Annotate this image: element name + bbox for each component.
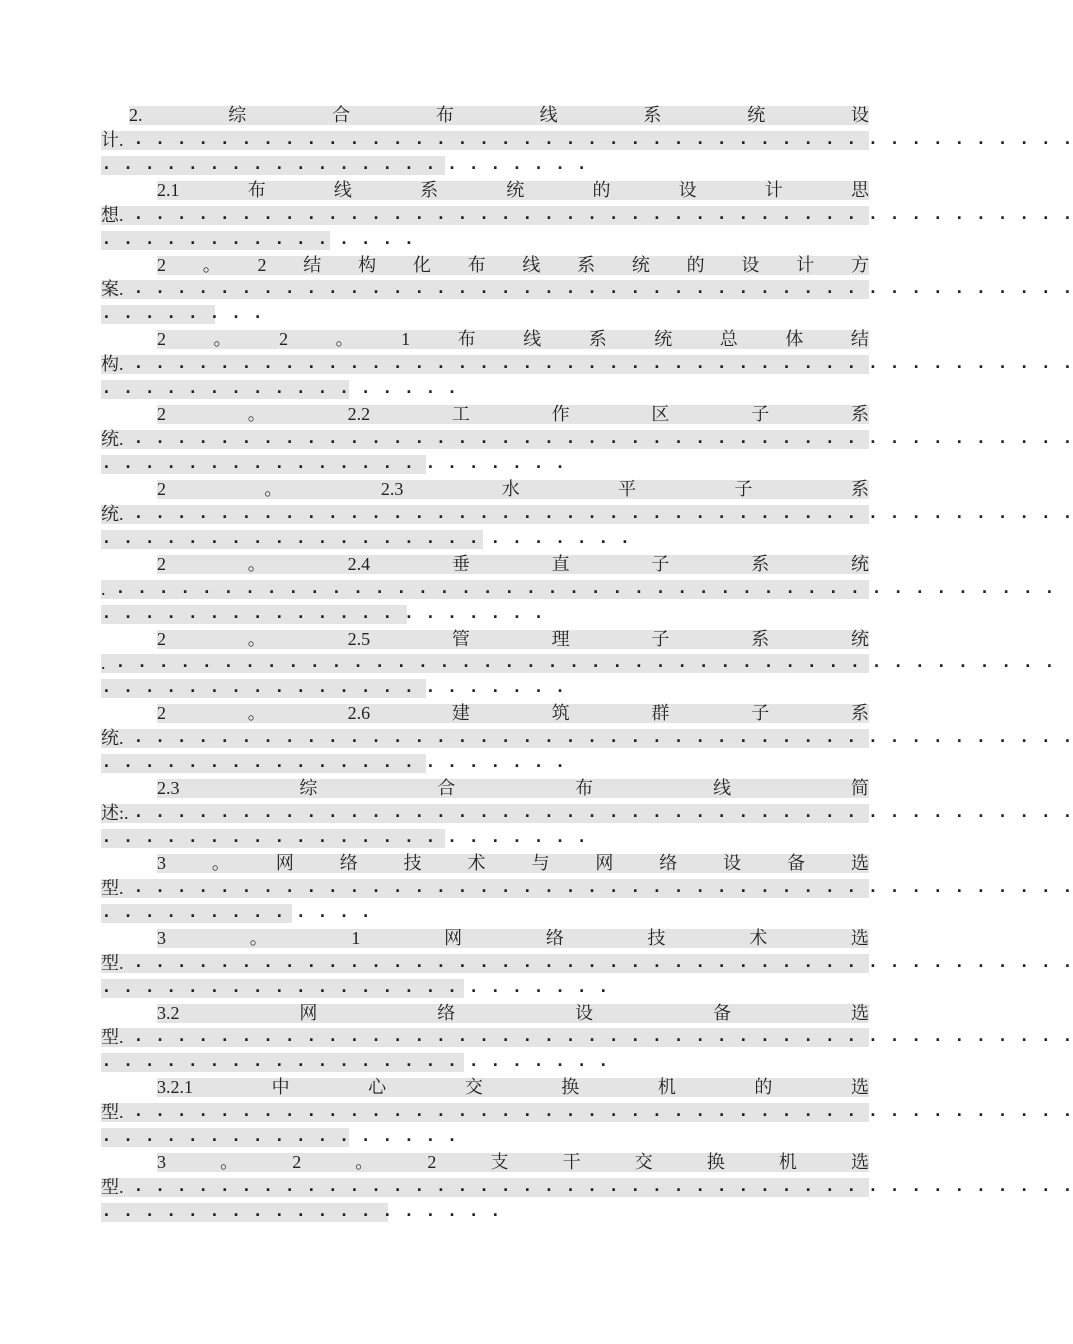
- toc-entry-leader-tail: [101, 901, 869, 926]
- toc-title-token: 2.3: [157, 778, 180, 799]
- toc-entry[interactable]: [101, 851, 1073, 926]
- dot-leader: . . . . . . . . . . . . . . . . . . . . . . . . . . . . . . . . . . . . . . . . . . . .: [133, 129, 1073, 150]
- toc-entry-leader-line: [101, 203, 1073, 228]
- toc-entry-title-line: [101, 701, 869, 726]
- toc-title-token: 。: [247, 703, 266, 724]
- toc-title-token: 2.4: [347, 553, 371, 574]
- dot-leader: . . . . . . . . . . . . . . . . . . . . . . . . . . . . . . . . . . . . . . . . . . . .: [133, 204, 1073, 225]
- toc-title-token: 备: [787, 852, 806, 873]
- toc-entry-leader-line: [101, 951, 1073, 976]
- toc-title-end: .: [101, 578, 106, 599]
- toc-title-token: 线: [333, 179, 352, 200]
- toc-title-token: 络: [339, 852, 358, 873]
- toc-entry-leader-tail: [101, 527, 869, 552]
- toc-title-token: 工: [451, 404, 470, 425]
- toc-title-token: 备: [713, 1002, 732, 1023]
- toc-title-end: 型.: [101, 1027, 124, 1048]
- toc-entry-title-line: [101, 1001, 869, 1026]
- toc-title-token: 术: [467, 852, 486, 873]
- dot-leader: . . . . . . . . . . . . . . . . . . . . . .: [101, 753, 566, 774]
- dot-leader: . . . . . . . . . . . . .: [101, 902, 372, 923]
- dot-leader: . . . . . . . . . . . . . . . . . . . . . . . . . . . . . . . . . . . . . . . . . . . .: [133, 429, 1073, 450]
- toc-title-token: 术: [749, 927, 768, 948]
- toc-entry[interactable]: [101, 1150, 1073, 1225]
- toc-title-end: 型.: [101, 1102, 124, 1123]
- toc-title-end: 计.: [101, 129, 124, 150]
- toc-title-token: 统: [506, 179, 525, 200]
- toc-title-token: 设: [741, 254, 760, 275]
- toc-entry-leader-line: [101, 651, 1055, 676]
- toc-title-token: 构: [358, 254, 377, 275]
- toc-entry-leader-tail: [101, 1125, 869, 1150]
- toc-title-token: 线: [713, 778, 732, 799]
- dot-leader: . . . . . . . . . . . . . . . . . . . . . . .: [101, 154, 588, 175]
- toc-title-token: 交: [634, 1152, 653, 1173]
- toc-entry[interactable]: [101, 1075, 1073, 1150]
- toc-title-token: 计: [796, 254, 815, 275]
- toc-title-token: 布: [457, 329, 476, 350]
- toc-title-end: 构.: [101, 354, 124, 375]
- toc-title-end: 想.: [101, 204, 124, 225]
- toc-title-token: 络: [659, 852, 678, 873]
- toc-entry[interactable]: [101, 552, 1055, 627]
- toc-title-end: .: [101, 653, 106, 674]
- toc-title-token: 2.: [129, 105, 143, 125]
- toc-title-token: 2: [157, 404, 166, 425]
- toc-title-token: 1: [351, 927, 361, 948]
- toc-title-token: 垂: [451, 553, 470, 574]
- toc-entry-leader-tail: [101, 751, 869, 776]
- toc-title-token: 统: [747, 105, 766, 125]
- dot-leader: . . . . . . . . . . . . . . . . . . . . . . . . . . . . . . . . . . . . . . . . . . . .: [115, 653, 1055, 674]
- toc-title-end: 统.: [101, 503, 124, 524]
- toc-title-token: 布: [467, 254, 486, 275]
- toc-title-token: 群: [651, 703, 670, 724]
- toc-title-token: 子: [751, 703, 770, 724]
- dot-leader: . . . . . . . . . . . . . . . . . . . . . . . . . . . . . . . . . . . . . . . . . . . .: [133, 354, 1073, 375]
- toc-title-token: 选: [850, 1152, 869, 1173]
- toc-title-token: 3: [157, 927, 166, 948]
- toc-title-token: 2: [157, 703, 166, 724]
- toc-entry-leader-line: [101, 277, 1073, 302]
- toc-title-token: 络: [545, 927, 564, 948]
- dot-leader: . . . . . . . .: [101, 304, 264, 325]
- toc-entry[interactable]: [101, 327, 1073, 402]
- toc-title-token: 机: [778, 1152, 797, 1173]
- toc-title-token: 选: [850, 1002, 869, 1023]
- toc-entry-title-line: [101, 327, 869, 352]
- toc-title-token: 2: [157, 254, 166, 275]
- toc-title-token: 计: [764, 179, 783, 200]
- toc-title-token: 子: [651, 553, 670, 574]
- toc-entry-leader-tail: [101, 1050, 869, 1075]
- toc-title-token: 2.1: [157, 179, 180, 200]
- toc-title-token: 子: [751, 404, 770, 425]
- toc-entry[interactable]: [101, 178, 1073, 253]
- toc-title-token: 。: [247, 404, 266, 425]
- toc-title-token: 3.2.1: [157, 1077, 193, 1098]
- toc-title-token: 。: [202, 254, 221, 275]
- toc-title-end: 型.: [101, 877, 124, 898]
- toc-title-token: 布: [575, 778, 594, 799]
- toc-title-token: 选: [850, 1077, 869, 1098]
- toc-entry-leader-tail: [101, 452, 869, 477]
- toc-title-token: 布: [247, 179, 266, 200]
- dot-leader: . . . . . . . . . . . . . . . . . . . . . . . . . . . . . . . . . . . . . . . . . . . .: [115, 578, 1055, 599]
- toc-title-token: 2.5: [347, 628, 371, 649]
- dot-leader: . . . . . . . . . . . . . . . . .: [101, 1127, 458, 1148]
- toc-entry[interactable]: [101, 477, 1073, 552]
- toc-title-token: 设: [723, 852, 742, 873]
- toc-title-token: 简: [850, 778, 869, 799]
- toc-title-token: 统: [850, 628, 869, 649]
- dot-leader: . . . . . . . . . . . . . . . . . . . . . . . . . . . . . . . . . . . . . . . . . . . .: [133, 1027, 1073, 1048]
- toc-title-token: 的: [592, 179, 611, 200]
- toc-title-token: 2.2: [347, 404, 371, 425]
- toc-title-token: 体: [785, 329, 804, 350]
- toc-entry-title-line: [101, 1075, 869, 1100]
- dot-leader: . . . . . . . . . . . . . . . . . . .: [101, 1201, 501, 1222]
- toc-title-token: 支: [490, 1152, 509, 1173]
- toc-title-token: 结: [303, 254, 322, 275]
- toc-entry[interactable]: [101, 776, 1073, 851]
- toc-title-token: 2: [292, 1152, 302, 1173]
- toc-title-token: 。: [335, 329, 354, 350]
- toc-title-token: 线: [539, 105, 558, 125]
- toc-title-token: 2: [157, 478, 166, 499]
- toc-title-token: 区: [651, 404, 670, 425]
- toc-title-token: 统: [631, 254, 650, 275]
- toc-entry-leader-tail: [101, 377, 869, 402]
- toc-title-token: 布: [435, 105, 454, 125]
- toc-title-token: 2: [279, 329, 289, 350]
- toc-title-token: 化: [412, 254, 431, 275]
- toc-entry-title-line: [101, 552, 869, 577]
- dot-leader: . . . . . . . . . . . . . . . . . . . . . . . . . . . . . . . . . . . . . . . . . . . .: [133, 1177, 1073, 1198]
- toc-title-token: 系: [751, 628, 770, 649]
- toc-title-token: 系: [751, 553, 770, 574]
- toc-title-end: 型.: [101, 952, 124, 973]
- toc-title-token: 线: [523, 329, 542, 350]
- toc-title-token: 设: [575, 1002, 594, 1023]
- toc-title-token: 中: [271, 1077, 290, 1098]
- toc-title-token: 设: [850, 105, 869, 125]
- toc-title-token: 络: [437, 1002, 456, 1023]
- toc-entry-leader-tail: [101, 676, 869, 701]
- toc-title-token: 3: [157, 852, 166, 873]
- toc-title-token: 。: [264, 478, 283, 499]
- dot-leader: . . . . . . . . . . . . . . .: [101, 229, 415, 250]
- toc-title-token: 结: [850, 329, 869, 350]
- toc-title-token: 统: [654, 329, 673, 350]
- toc-entry-leader-line: [101, 876, 1073, 901]
- toc-title-token: 系: [420, 179, 439, 200]
- toc-title-token: 线: [522, 254, 541, 275]
- toc-title-end: 型.: [101, 1177, 124, 1198]
- toc-title-token: 选: [850, 852, 869, 873]
- toc-title-token: 3: [157, 1152, 166, 1173]
- toc-title-token: 干: [562, 1152, 581, 1173]
- toc-title-token: 的: [754, 1077, 773, 1098]
- toc-title-token: 系: [850, 478, 869, 499]
- table-of-contents: [101, 103, 1073, 1225]
- toc-title-token: 网: [444, 927, 463, 948]
- toc-title-token: 系: [588, 329, 607, 350]
- toc-entry[interactable]: [101, 627, 1055, 702]
- toc-entry-leader-tail: [101, 976, 869, 1001]
- toc-title-token: 网: [299, 1002, 318, 1023]
- toc-title-token: 系: [643, 105, 662, 125]
- toc-title-token: 与: [531, 852, 550, 873]
- toc-entry-leader-tail: [101, 826, 869, 851]
- toc-entry-title-line: [101, 627, 869, 652]
- toc-entry-title-line: [101, 926, 869, 951]
- toc-title-token: 系: [850, 404, 869, 425]
- toc-title-token: 。: [247, 628, 266, 649]
- toc-title-token: 理: [551, 628, 570, 649]
- dot-leader: . . . . . . . . . . . . . . . . . . . . .: [101, 603, 544, 624]
- toc-entry[interactable]: [101, 926, 1073, 1001]
- toc-title-token: 建: [451, 703, 470, 724]
- toc-title-token: 统: [850, 553, 869, 574]
- toc-title-token: 2: [157, 329, 166, 350]
- toc-entry-title-line: [101, 402, 869, 427]
- dot-leader: . . . . . . . . . . . . . . . . . . . . . . . . . . . . . . . . . . . . . . . . . . . .: [133, 877, 1073, 898]
- toc-entry-leader-line: [101, 1175, 1073, 1200]
- toc-entry-title-line: [101, 477, 869, 502]
- toc-entry-leader-tail: [101, 228, 869, 253]
- toc-title-token: 技: [647, 927, 666, 948]
- dot-leader: . . . . . . . . . . . . . . . . .: [101, 379, 458, 400]
- toc-title-token: 技: [403, 852, 422, 873]
- toc-title-token: 合: [437, 778, 456, 799]
- dot-leader: . . . . . . . . . . . . . . . . . . . . . .: [101, 453, 566, 474]
- toc-title-token: 2: [427, 1152, 437, 1173]
- toc-title-end: 统.: [101, 429, 124, 450]
- toc-entry-leader-line: [101, 1100, 1073, 1125]
- toc-title-token: 2.6: [347, 703, 371, 724]
- toc-entry[interactable]: [101, 103, 1073, 178]
- dot-leader: . . . . . . . . . . . . . . . . . . . . . . . . . . . . . . . . . . . . . . . . . . . .: [133, 1102, 1073, 1123]
- toc-title-token: 筑: [551, 703, 570, 724]
- toc-title-token: 方: [850, 254, 869, 275]
- toc-title-token: 作: [551, 404, 570, 425]
- toc-title-token: 。: [355, 1152, 374, 1173]
- toc-title-token: 选: [850, 927, 869, 948]
- dot-leader: . . . . . . . . . . . . . . . . . . . . . . . . . . . . . . . . . . . . . . . . . . . .: [133, 952, 1073, 973]
- toc-title-token: 2.3: [380, 478, 404, 499]
- toc-title-token: 换: [561, 1077, 580, 1098]
- toc-title-token: 的: [686, 254, 705, 275]
- toc-title-token: 子: [734, 478, 753, 499]
- toc-title-token: 系: [850, 703, 869, 724]
- toc-title-token: 机: [657, 1077, 676, 1098]
- toc-entry[interactable]: [101, 701, 1073, 776]
- toc-title-token: 系: [577, 254, 596, 275]
- dot-leader: . . . . . . . . . . . . . . . . . . . . . . .: [101, 827, 588, 848]
- toc-entry-leader-tail: [101, 302, 869, 327]
- toc-title-token: 交: [464, 1077, 483, 1098]
- toc-entry-leader-line: [101, 128, 1073, 153]
- toc-entry-title-line: [101, 1150, 869, 1175]
- toc-title-token: 子: [651, 628, 670, 649]
- toc-title-token: 网: [595, 852, 614, 873]
- toc-entry-leader-line: [101, 726, 1073, 751]
- toc-entry-leader-line: [101, 577, 1055, 602]
- toc-entry[interactable]: [101, 253, 1073, 328]
- toc-entry-leader-line: [101, 801, 1073, 826]
- toc-title-end: 述:.: [101, 803, 129, 824]
- toc-entry-leader-line: [101, 502, 1073, 527]
- toc-title-end: 统.: [101, 728, 124, 749]
- toc-title-token: 网: [275, 852, 294, 873]
- toc-title-token: 2: [257, 254, 267, 275]
- toc-entry-leader-line: [101, 1025, 1073, 1050]
- dot-leader: . . . . . . . . . . . . . . . . . . . . . . . . . . . . . . . . . . . . . . . . . . . .: [133, 503, 1073, 524]
- toc-title-token: 换: [706, 1152, 725, 1173]
- toc-entry-leader-line: [101, 427, 1073, 452]
- toc-title-token: 合: [332, 105, 351, 125]
- toc-entry-title-line: [101, 178, 869, 203]
- toc-entry[interactable]: [101, 1001, 1073, 1076]
- toc-entry-title-line: [101, 776, 869, 801]
- toc-title-token: 设: [678, 179, 697, 200]
- toc-title-token: 水: [501, 478, 520, 499]
- toc-entry-leader-tail: [101, 602, 869, 627]
- toc-title-token: 1: [401, 329, 411, 350]
- toc-title-token: 3.2: [157, 1002, 180, 1023]
- toc-title-token: 综: [299, 778, 318, 799]
- toc-title-token: 。: [220, 1152, 239, 1173]
- toc-title-token: 总: [719, 329, 738, 350]
- toc-title-token: 心: [368, 1077, 387, 1098]
- dot-leader: . . . . . . . . . . . . . . . . . . . . . . . . . . . . . . . . . . . . . . . . . . . .: [133, 803, 1073, 824]
- toc-title-token: 直: [551, 553, 570, 574]
- toc-title-token: 。: [213, 329, 232, 350]
- dot-leader: . . . . . . . . . . . . . . . . . . . . . . . .: [101, 1052, 609, 1073]
- toc-title-token: 综: [228, 105, 247, 125]
- toc-entry-title-line: [101, 103, 869, 128]
- toc-entry-title-line: [101, 253, 869, 278]
- toc-title-token: 。: [249, 927, 268, 948]
- toc-entry-leader-line: [101, 352, 1073, 377]
- toc-title-token: 2: [157, 628, 166, 649]
- toc-title-token: 。: [211, 852, 230, 873]
- toc-title-end: 案.: [101, 279, 124, 300]
- dot-leader: . . . . . . . . . . . . . . . . . . . . . . . . .: [101, 528, 631, 549]
- toc-entry-leader-tail: [101, 1200, 869, 1225]
- dot-leader: . . . . . . . . . . . . . . . . . . . . . . . . . . . . . . . . . . . . . . . . . . . .: [133, 279, 1073, 300]
- dot-leader: . . . . . . . . . . . . . . . . . . . . . . . . . . . . . . . . . . . . . . . . . . . .: [133, 728, 1073, 749]
- toc-entry-title-line: [101, 851, 869, 876]
- toc-title-token: 2: [157, 553, 166, 574]
- dot-leader: . . . . . . . . . . . . . . . . . . . . . .: [101, 678, 566, 699]
- toc-title-token: 平: [618, 478, 637, 499]
- toc-entry[interactable]: [101, 402, 1073, 477]
- toc-title-token: 思: [851, 179, 869, 200]
- toc-title-token: 管: [451, 628, 470, 649]
- toc-title-token: 。: [247, 553, 266, 574]
- dot-leader: . . . . . . . . . . . . . . . . . . . . . . . .: [101, 977, 609, 998]
- toc-entry-leader-tail: [101, 153, 869, 178]
